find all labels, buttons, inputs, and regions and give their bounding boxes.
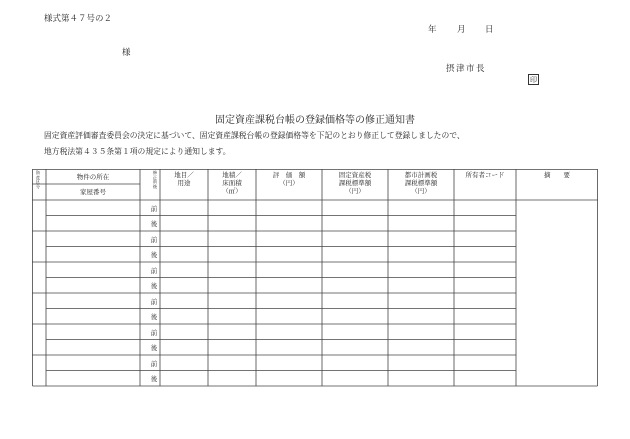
date-month-label: 月: [457, 25, 466, 35]
issuer-name: 摂津市長: [446, 64, 487, 74]
header-owner-code: 所有者コード: [465, 171, 505, 179]
body-text-line-1: 固定資産評価審査委員会の決定に基づいて、固定資産課税台帳の登録価格等を下記のとおり修正して登録しましたので、: [44, 131, 465, 140]
header-fixed-asset-tax-base: 固定資産税 課税標準額 （円）: [338, 171, 372, 195]
correction-table: [32, 169, 598, 388]
row-label-after: 後: [150, 375, 158, 383]
header-asset-type: 資 産 区 分: [35, 170, 41, 189]
header-city-planning-tax-base: 都市計画税 課税標準額 （円）: [404, 171, 438, 195]
row-label-before: 前: [150, 297, 158, 306]
row-label-before: 前: [150, 235, 158, 244]
row-label-after: 後: [150, 282, 158, 290]
header-house-number: 家屋番号: [80, 188, 106, 196]
row-label-after: 後: [150, 220, 158, 228]
document-title: 固定資産課税台帳の登録価格等の修正通知書: [215, 115, 415, 126]
body-text-line-2: 地方税法第４３５条第１項の規定により通知します。: [44, 147, 231, 156]
date-day-label: 日: [485, 25, 494, 35]
row-label-after: 後: [150, 251, 158, 259]
header-assessed-value: 評 価 額 （円）: [272, 171, 306, 187]
row-label-before: 前: [150, 328, 158, 337]
seal-mark: 印: [530, 76, 537, 84]
row-label-before: 前: [150, 359, 158, 368]
form-number: 様式第４７号の２: [44, 14, 113, 24]
row-label-before: 前: [150, 204, 158, 213]
addressee-suffix: 様: [122, 48, 131, 58]
header-remarks: 摘 要: [544, 171, 570, 179]
row-label-after: 後: [150, 344, 158, 352]
header-location: 物件の所在: [76, 173, 110, 181]
date-year-label: 年: [428, 25, 437, 35]
row-label-after: 後: [150, 313, 158, 321]
header-area: 地積／ 床面積 （㎡）: [222, 171, 242, 195]
header-land-use: 地目／ 用途: [174, 171, 194, 187]
table-grid-lines: [32, 169, 598, 388]
header-before-after: 修 正 前 後: [152, 170, 158, 189]
row-label-before: 前: [150, 266, 158, 275]
